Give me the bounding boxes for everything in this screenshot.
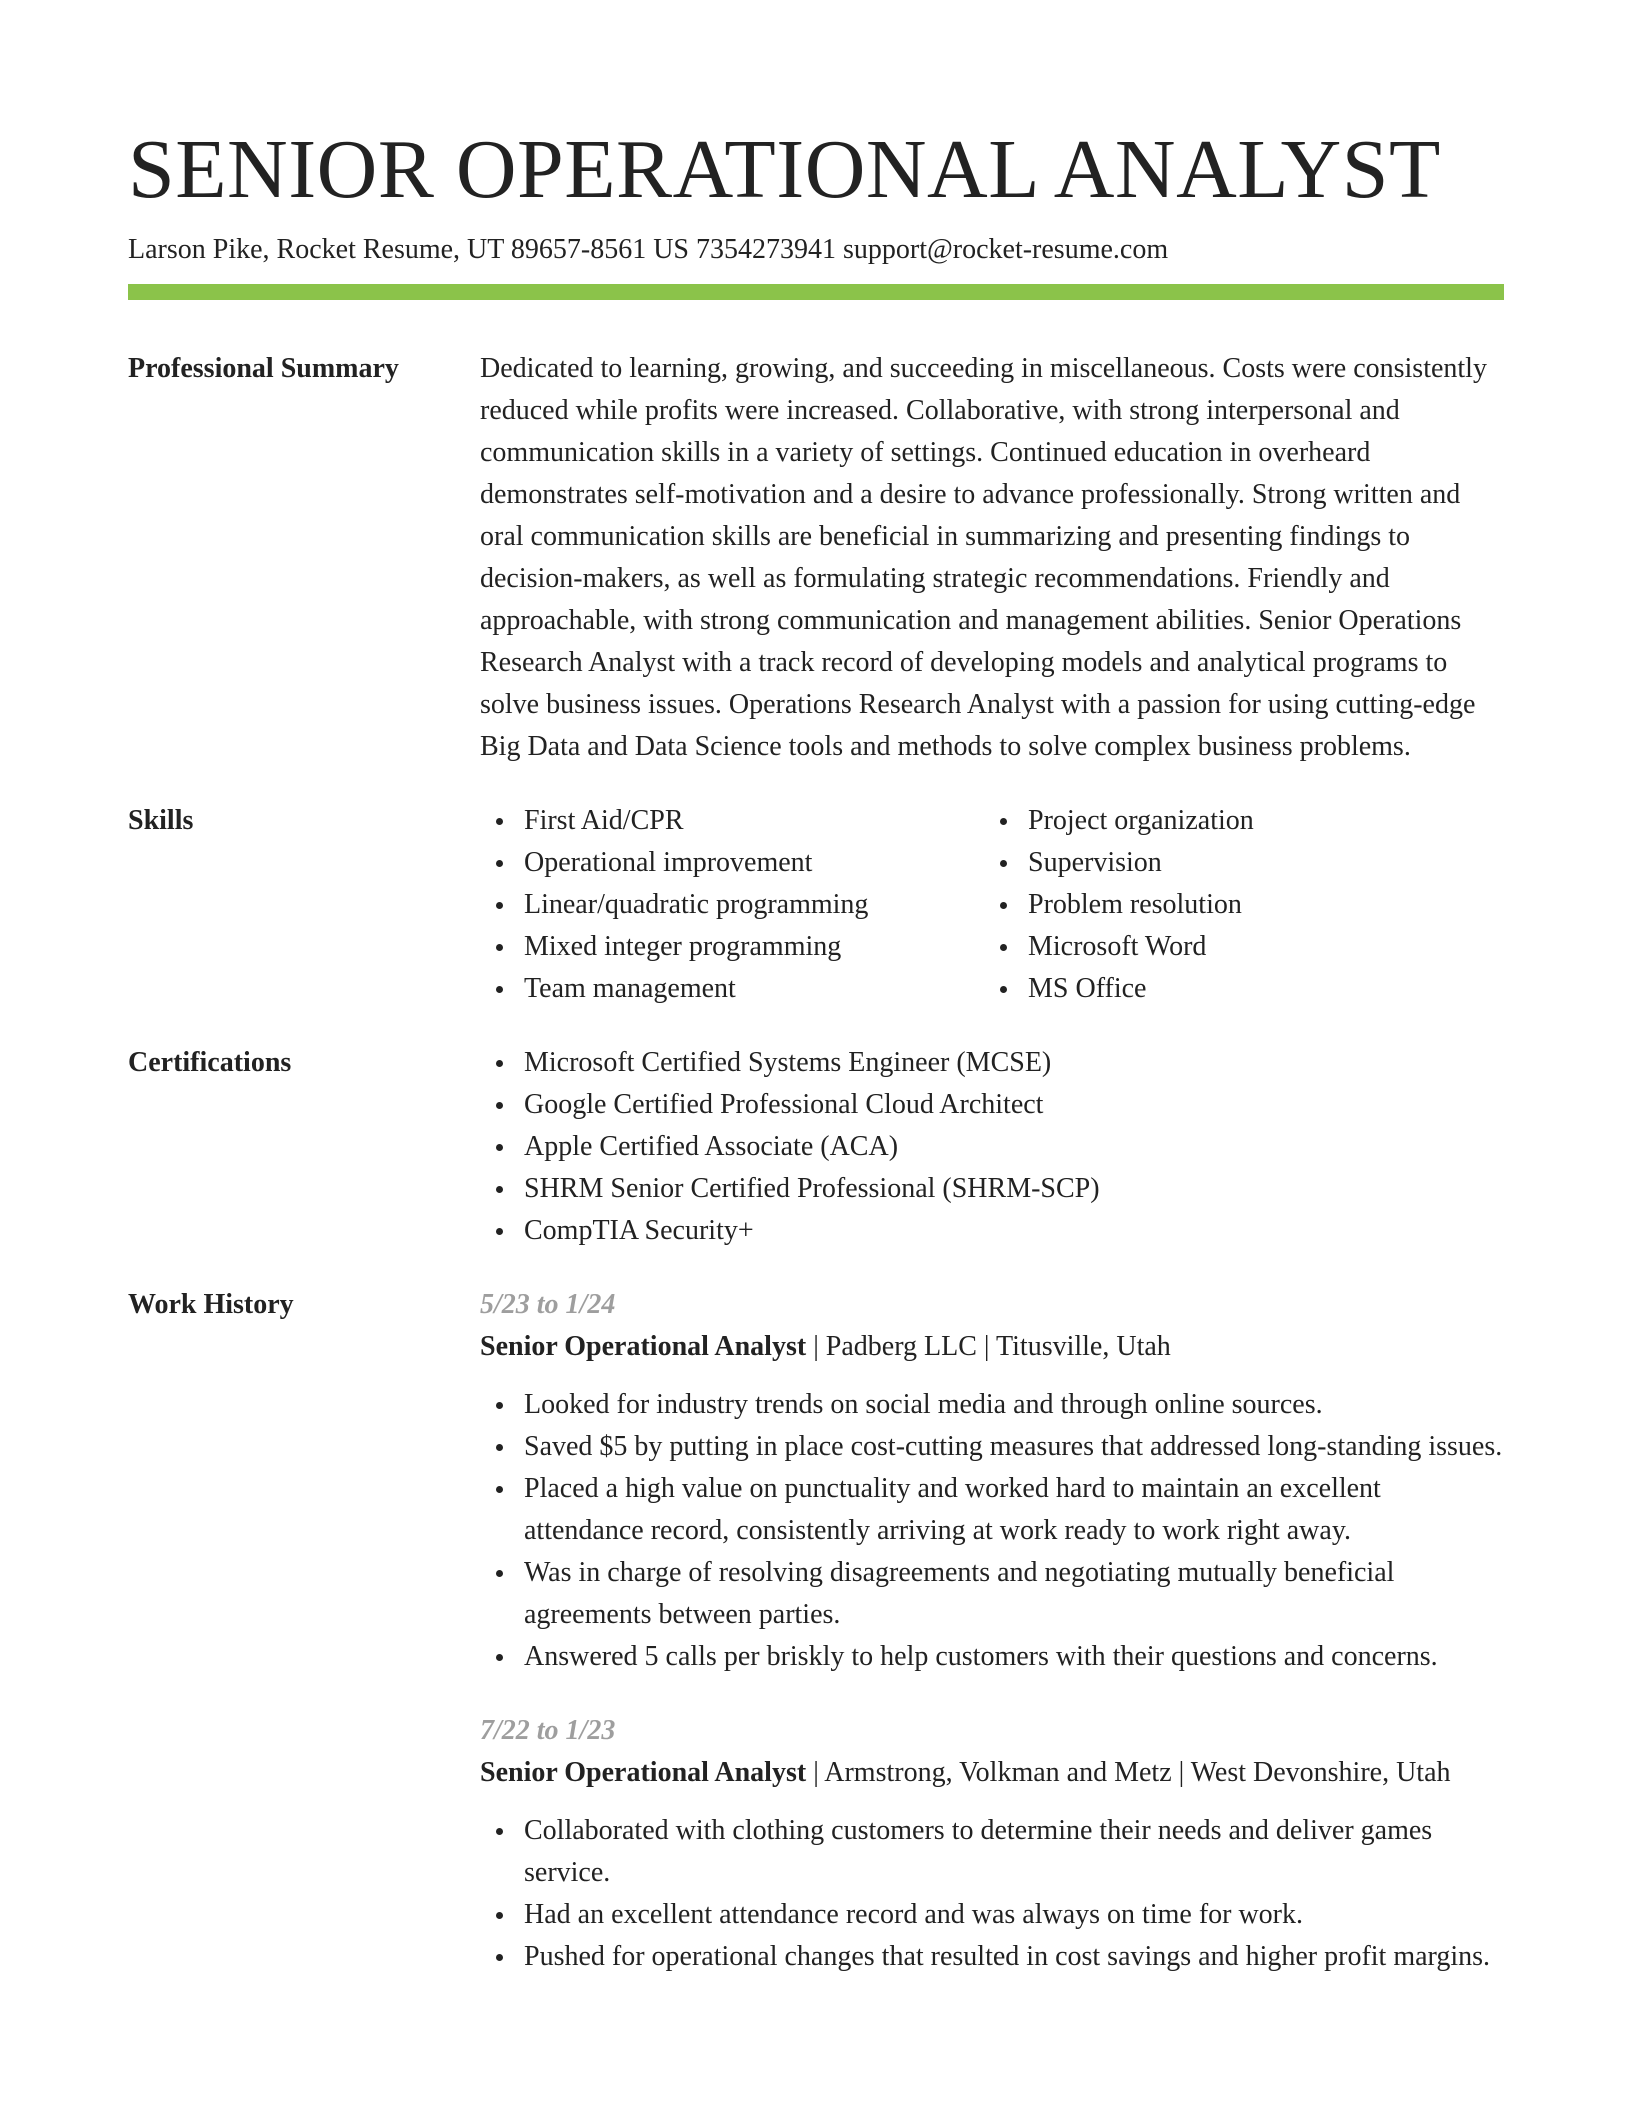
job-date: 7/22 to 1/23: [480, 1715, 616, 1746]
section-label-skills: Skills: [128, 805, 194, 836]
job-bullet: Collaborated with clothing customers to determine their needs and deliver games service.: [524, 1810, 1504, 1894]
certification-item: Microsoft Certified Systems Engineer (MCSE): [524, 1042, 1504, 1084]
work-history-body: [480, 1284, 1504, 1978]
job-bullet: Looked for industry trends on social media and through online sources.: [524, 1384, 1504, 1426]
job-heading: [480, 1326, 1504, 1368]
job-title: Senior Operational Analyst: [480, 1757, 807, 1788]
job-company-location: | Armstrong, Volkman and Metz | West Devonshire, Utah: [806, 1757, 1451, 1788]
professional-summary-section: [128, 348, 1504, 768]
resume-title: SENIOR OPERATIONAL ANALYST: [128, 123, 1441, 216]
accent-divider: [128, 284, 1504, 300]
contact-line: Larson Pike, Rocket Resume, UT 89657-8561 US 7354273941 support@rocket-resume.com: [128, 234, 1169, 265]
skills-section: [128, 800, 1504, 1010]
resume-page: [128, 120, 1504, 1978]
job-bullets: [480, 1810, 1504, 1978]
skill-item: First Aid/CPR: [524, 800, 984, 842]
section-label-summary: Professional Summary: [128, 353, 399, 384]
certification-item: Google Certified Professional Cloud Architect: [524, 1084, 1504, 1126]
certification-item: Apple Certified Associate (ACA): [524, 1126, 1504, 1168]
job-bullet: Placed a high value on punctuality and worked hard to maintain an excellent attendance record, consistently arriving at work ready to work right away.: [524, 1468, 1504, 1552]
section-label-certifications: Certifications: [128, 1047, 292, 1078]
skill-item: Linear/quadratic programming: [524, 884, 984, 926]
skill-item: Microsoft Word: [1028, 926, 1488, 968]
skill-item: Problem resolution: [1028, 884, 1488, 926]
skills-column-right: [984, 800, 1488, 1010]
job-company-location: | Padberg LLC | Titusville, Utah: [806, 1331, 1171, 1362]
skill-item: Mixed integer programming: [524, 926, 984, 968]
skills-column-left: [480, 800, 984, 1010]
job-date: 5/23 to 1/24: [480, 1289, 616, 1320]
summary-text: Dedicated to learning, growing, and succeeding in miscellaneous. Costs were consistently reduced while profits were increased. Collaborative, with strong interpersonal and communication skills in a variety of settings. Continued education in overheard demonstrates self-motivation and a desire to advance professionally. Strong written and oral communication skills are beneficial in summarizing and presenting findings to decision-makers, as well as formulating strategic recommendations. Friendly and approachable, with strong communication and management abilities. Senior Operations Research Analyst with a track record of developing models and analytical programs to solve business issues. Operations Research Analyst with a passion for using cutting-edge Big Data and Data Science tools and methods to solve complex business problems.: [480, 353, 1487, 762]
job-entry: [480, 1284, 1504, 1678]
job-title: Senior Operational Analyst: [480, 1331, 807, 1362]
job-bullet: Saved $5 by putting in place cost-cutting measures that addressed long-standing issues.: [524, 1426, 1504, 1468]
job-bullet: Was in charge of resolving disagreements and negotiating mutually beneficial agreements between parties.: [524, 1552, 1504, 1636]
job-bullet: Pushed for operational changes that resulted in cost savings and higher profit margins.: [524, 1936, 1504, 1978]
job-bullet: Had an excellent attendance record and was always on time for work.: [524, 1894, 1504, 1936]
certifications-section: [128, 1042, 1504, 1252]
skills-grid: [480, 800, 1504, 1010]
skill-item: Team management: [524, 968, 984, 1010]
section-label-work-history: Work History: [128, 1289, 294, 1320]
certification-item: CompTIA Security+: [524, 1210, 1504, 1252]
skill-item: Supervision: [1028, 842, 1488, 884]
skill-item: MS Office: [1028, 968, 1488, 1010]
job-bullets: [480, 1384, 1504, 1678]
certifications-list: [480, 1042, 1504, 1252]
job-entry: [480, 1710, 1504, 1978]
skill-item: Operational improvement: [524, 842, 984, 884]
certification-item: SHRM Senior Certified Professional (SHRM-SCP): [524, 1168, 1504, 1210]
skill-item: Project organization: [1028, 800, 1488, 842]
work-history-section: [128, 1284, 1504, 1978]
job-heading: [480, 1752, 1504, 1794]
job-bullet: Answered 5 calls per briskly to help customers with their questions and concerns.: [524, 1636, 1504, 1678]
